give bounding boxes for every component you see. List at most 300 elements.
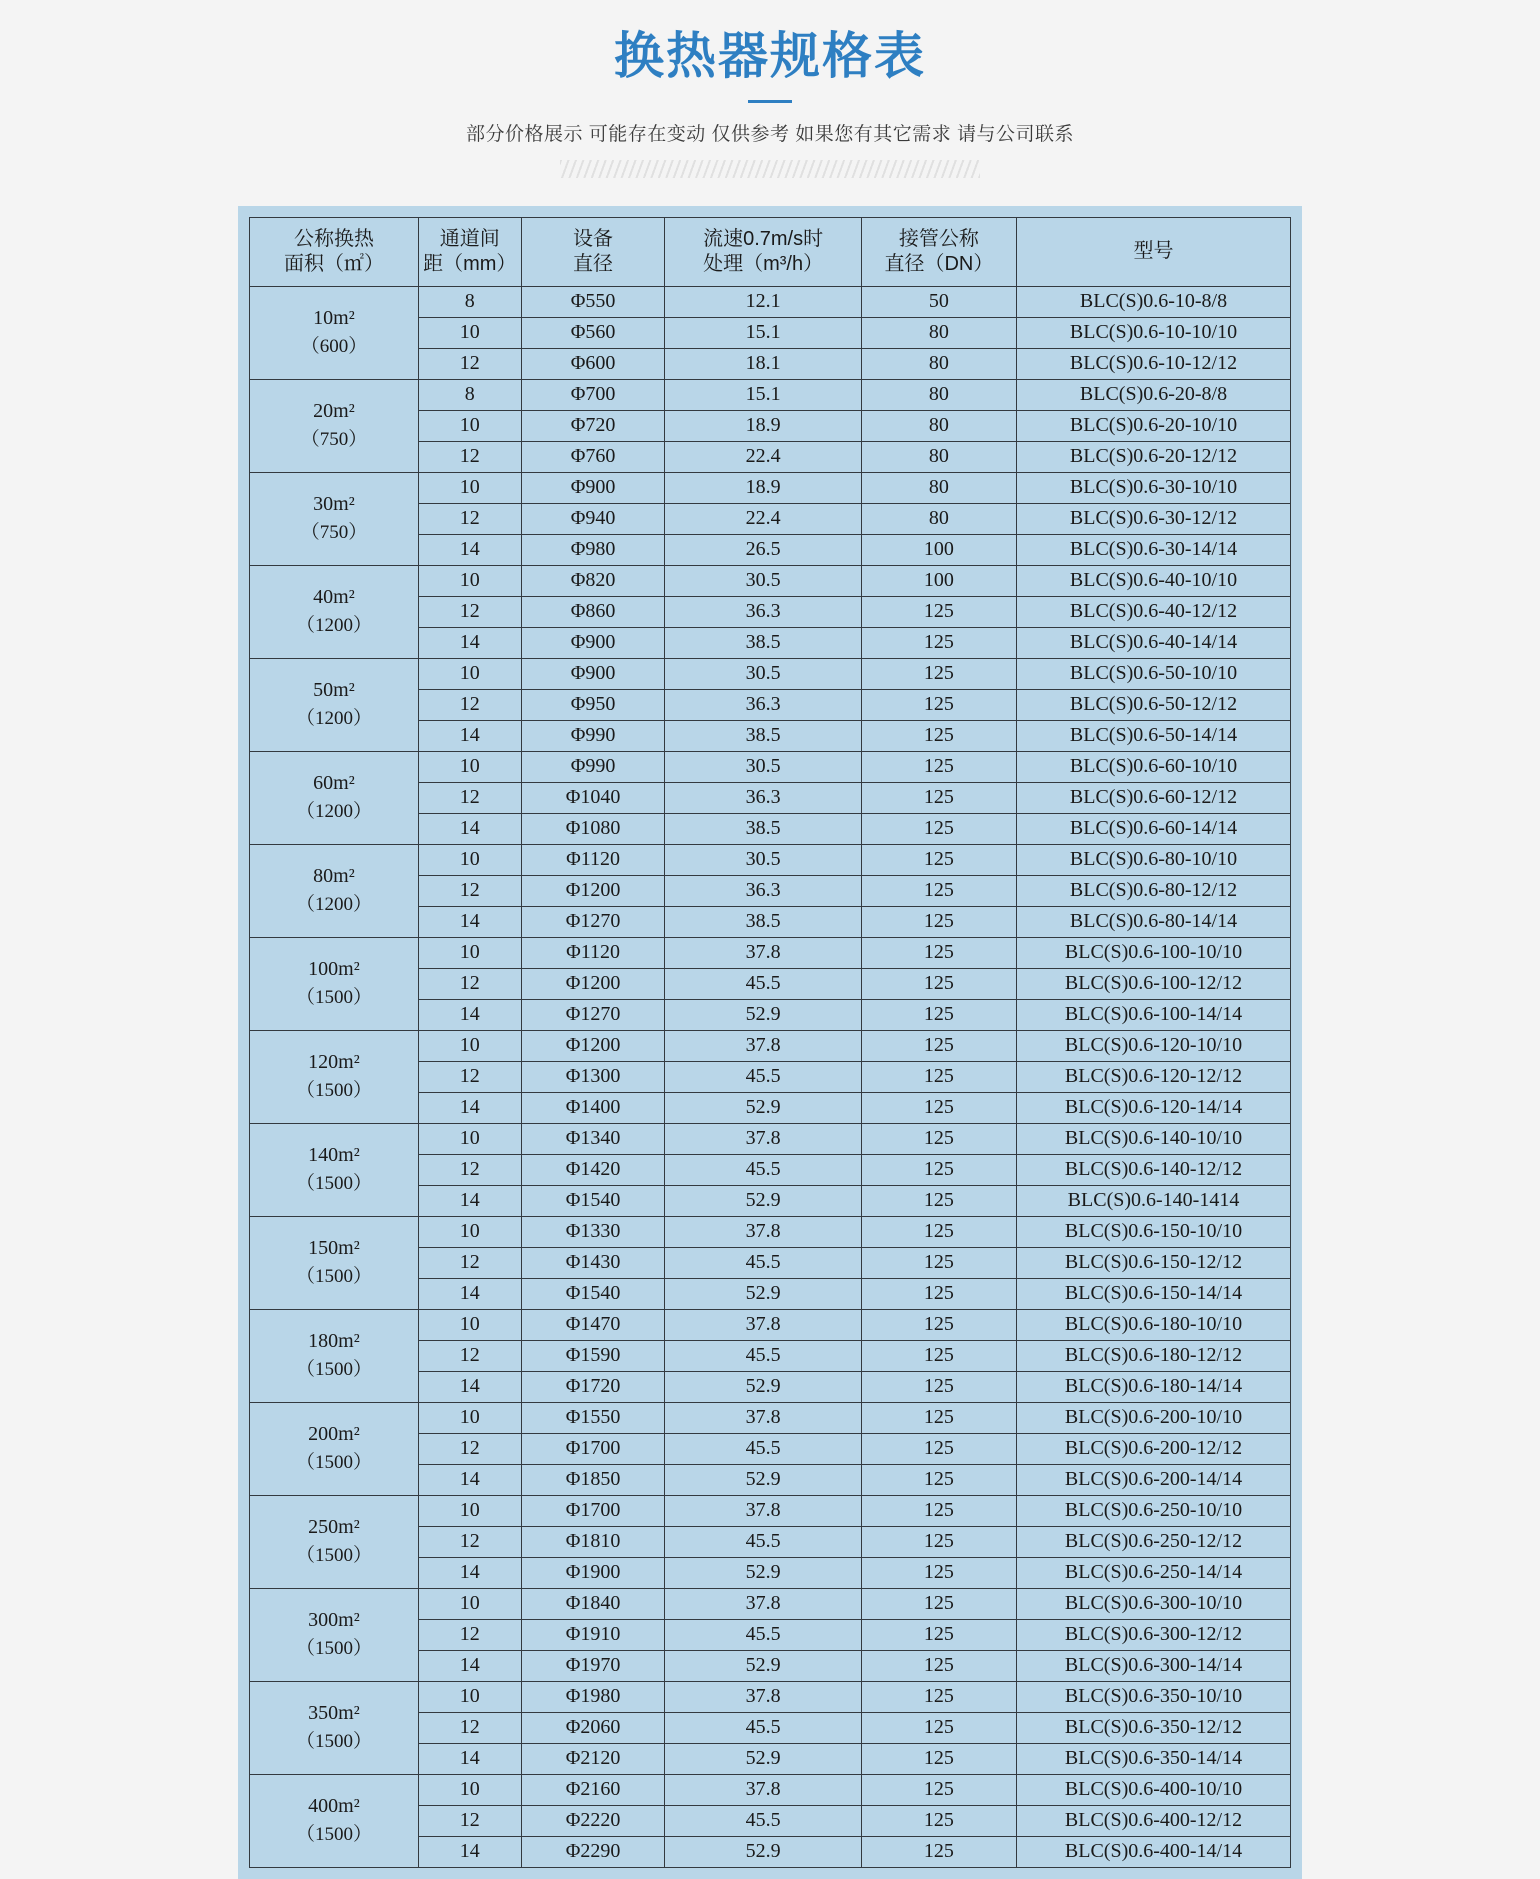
- cell-channel-gap: 10: [418, 1495, 521, 1526]
- column-header-nozzle-dn-line2: 直径（DN）: [884, 252, 994, 275]
- cell-model: BLC(S)0.6-30-14/14: [1017, 534, 1291, 565]
- table-row: [250, 751, 1291, 782]
- table-row: [250, 1123, 1291, 1154]
- cell-channel-gap: 14: [418, 534, 521, 565]
- cell-model: BLC(S)0.6-100-14/14: [1017, 999, 1291, 1030]
- cell-nozzle-dn: 125: [861, 1216, 1016, 1247]
- cell-diameter: Φ1200: [521, 875, 665, 906]
- cell-channel-gap: 12: [418, 596, 521, 627]
- cell-diameter: Φ550: [521, 286, 665, 317]
- table-header-row: [250, 217, 1291, 286]
- cell-nozzle-dn: 80: [861, 379, 1016, 410]
- cell-diameter: Φ760: [521, 441, 665, 472]
- cell-nozzle-dn: 125: [861, 1774, 1016, 1805]
- cell-flow: 22.4: [665, 441, 861, 472]
- spec-table-body: [250, 286, 1291, 1867]
- cell-nozzle-dn: 125: [861, 1247, 1016, 1278]
- cell-nozzle-dn: 125: [861, 875, 1016, 906]
- cell-diameter: Φ1080: [521, 813, 665, 844]
- table-row: [250, 937, 1291, 968]
- cell-channel-gap: 10: [418, 472, 521, 503]
- cell-diameter: Φ900: [521, 472, 665, 503]
- cell-channel-gap: 10: [418, 658, 521, 689]
- spec-table-container: [238, 206, 1302, 1879]
- cell-nozzle-dn: 125: [861, 1309, 1016, 1340]
- cell-model: BLC(S)0.6-250-12/12: [1017, 1526, 1291, 1557]
- cell-model: BLC(S)0.6-10-10/10: [1017, 317, 1291, 348]
- cell-model: BLC(S)0.6-40-12/12: [1017, 596, 1291, 627]
- cell-area-value: 20m²: [313, 400, 355, 423]
- cell-area-plate-size: （600）: [300, 336, 368, 358]
- column-header-flow-line2: 处理（m³/h）: [703, 252, 824, 275]
- cell-channel-gap: 14: [418, 1743, 521, 1774]
- cell-channel-gap: 10: [418, 844, 521, 875]
- cell-channel-gap: 10: [418, 1309, 521, 1340]
- cell-channel-gap: 12: [418, 1805, 521, 1836]
- cell-channel-gap: 12: [418, 875, 521, 906]
- cell-diameter: Φ2120: [521, 1743, 665, 1774]
- cell-flow: 52.9: [665, 1464, 861, 1495]
- cell-area-plate-size: （1200）: [295, 615, 372, 637]
- cell-flow: 52.9: [665, 1650, 861, 1681]
- cell-diameter: Φ700: [521, 379, 665, 410]
- cell-area-plate-size: （1500）: [295, 1266, 372, 1288]
- cell-nozzle-dn: 125: [861, 1278, 1016, 1309]
- cell-nozzle-dn: 125: [861, 1681, 1016, 1712]
- table-row: [250, 1309, 1291, 1340]
- cell-diameter: Φ720: [521, 410, 665, 441]
- cell-diameter: Φ1700: [521, 1495, 665, 1526]
- cell-flow: 30.5: [665, 658, 861, 689]
- cell-diameter: Φ1850: [521, 1464, 665, 1495]
- cell-model: BLC(S)0.6-200-10/10: [1017, 1402, 1291, 1433]
- cell-area-plate-size: （1500）: [295, 1173, 372, 1195]
- cell-nozzle-dn: 125: [861, 1402, 1016, 1433]
- cell-diameter: Φ2220: [521, 1805, 665, 1836]
- cell-nozzle-dn: 125: [861, 1712, 1016, 1743]
- cell-diameter: Φ1120: [521, 844, 665, 875]
- cell-diameter: Φ1910: [521, 1619, 665, 1650]
- table-row: [250, 1216, 1291, 1247]
- cell-area: [250, 286, 419, 379]
- cell-nozzle-dn: 125: [861, 844, 1016, 875]
- cell-area-plate-size: （1500）: [295, 1638, 372, 1660]
- column-header-nozzle-dn-line1: 接管公称: [898, 227, 979, 250]
- cell-diameter: Φ1980: [521, 1681, 665, 1712]
- cell-flow: 52.9: [665, 1371, 861, 1402]
- cell-area-value: 350m²: [308, 1702, 360, 1725]
- cell-channel-gap: 10: [418, 1774, 521, 1805]
- cell-model: BLC(S)0.6-200-14/14: [1017, 1464, 1291, 1495]
- cell-channel-gap: 12: [418, 968, 521, 999]
- cell-diameter: Φ1540: [521, 1185, 665, 1216]
- cell-flow: 45.5: [665, 1526, 861, 1557]
- table-row: [250, 1030, 1291, 1061]
- table-row: [250, 472, 1291, 503]
- cell-nozzle-dn: 125: [861, 751, 1016, 782]
- cell-diameter: Φ980: [521, 534, 665, 565]
- column-header-channel-gap: [418, 217, 521, 286]
- cell-channel-gap: 12: [418, 1061, 521, 1092]
- cell-area-value: 60m²: [313, 772, 355, 795]
- cell-channel-gap: 10: [418, 565, 521, 596]
- cell-area: [250, 1774, 419, 1867]
- cell-channel-gap: 14: [418, 1371, 521, 1402]
- cell-area: [250, 1588, 419, 1681]
- column-header-nozzle-dn: [861, 217, 1016, 286]
- column-header-flow-line1: 流速0.7m/s时: [703, 227, 824, 250]
- cell-area-plate-size: （750）: [300, 522, 368, 544]
- cell-flow: 38.5: [665, 720, 861, 751]
- cell-model: BLC(S)0.6-100-10/10: [1017, 937, 1291, 968]
- cell-model: BLC(S)0.6-400-14/14: [1017, 1836, 1291, 1867]
- cell-diameter: Φ1400: [521, 1092, 665, 1123]
- cell-model: BLC(S)0.6-140-10/10: [1017, 1123, 1291, 1154]
- cell-area: [250, 1681, 419, 1774]
- cell-model: BLC(S)0.6-120-12/12: [1017, 1061, 1291, 1092]
- cell-flow: 52.9: [665, 1743, 861, 1774]
- cell-flow: 37.8: [665, 1495, 861, 1526]
- cell-diameter: Φ600: [521, 348, 665, 379]
- spec-table-header: [250, 217, 1291, 286]
- cell-nozzle-dn: 125: [861, 1340, 1016, 1371]
- cell-nozzle-dn: 80: [861, 441, 1016, 472]
- cell-model: BLC(S)0.6-80-10/10: [1017, 844, 1291, 875]
- cell-diameter: Φ1970: [521, 1650, 665, 1681]
- cell-flow: 30.5: [665, 565, 861, 596]
- cell-nozzle-dn: 125: [861, 937, 1016, 968]
- cell-diameter: Φ900: [521, 658, 665, 689]
- cell-model: BLC(S)0.6-120-10/10: [1017, 1030, 1291, 1061]
- cell-diameter: Φ1810: [521, 1526, 665, 1557]
- cell-diameter: Φ1900: [521, 1557, 665, 1588]
- cell-area: [250, 565, 419, 658]
- cell-area-value: 140m²: [308, 1144, 360, 1167]
- cell-model: BLC(S)0.6-30-12/12: [1017, 503, 1291, 534]
- cell-nozzle-dn: 80: [861, 317, 1016, 348]
- page-title: 换热器规格表: [614, 28, 926, 84]
- cell-flow: 52.9: [665, 1557, 861, 1588]
- cell-flow: 37.8: [665, 1402, 861, 1433]
- cell-area: [250, 1309, 419, 1402]
- cell-area-value: 50m²: [313, 679, 355, 702]
- cell-channel-gap: 10: [418, 410, 521, 441]
- cell-model: BLC(S)0.6-40-10/10: [1017, 565, 1291, 596]
- cell-diameter: Φ1120: [521, 937, 665, 968]
- cell-channel-gap: 12: [418, 1247, 521, 1278]
- cell-channel-gap: 12: [418, 1712, 521, 1743]
- cell-flow: 45.5: [665, 1712, 861, 1743]
- cell-channel-gap: 14: [418, 1557, 521, 1588]
- cell-diameter: Φ990: [521, 751, 665, 782]
- cell-diameter: Φ1590: [521, 1340, 665, 1371]
- cell-nozzle-dn: 50: [861, 286, 1016, 317]
- cell-diameter: Φ1270: [521, 906, 665, 937]
- cell-diameter: Φ1470: [521, 1309, 665, 1340]
- cell-channel-gap: 12: [418, 503, 521, 534]
- cell-model: BLC(S)0.6-100-12/12: [1017, 968, 1291, 999]
- cell-channel-gap: 12: [418, 1619, 521, 1650]
- cell-channel-gap: 12: [418, 1340, 521, 1371]
- cell-diameter: Φ990: [521, 720, 665, 751]
- cell-model: BLC(S)0.6-250-14/14: [1017, 1557, 1291, 1588]
- cell-model: BLC(S)0.6-60-10/10: [1017, 751, 1291, 782]
- cell-nozzle-dn: 125: [861, 1650, 1016, 1681]
- cell-diameter: Φ1340: [521, 1123, 665, 1154]
- cell-nozzle-dn: 125: [861, 1619, 1016, 1650]
- column-header-diameter: [521, 217, 665, 286]
- cell-model: BLC(S)0.6-200-12/12: [1017, 1433, 1291, 1464]
- cell-area-value: 30m²: [313, 493, 355, 516]
- cell-area: [250, 1123, 419, 1216]
- cell-area-plate-size: （1500）: [295, 1824, 372, 1846]
- table-row: [250, 1495, 1291, 1526]
- spec-table: [249, 217, 1291, 1868]
- cell-diameter: Φ2160: [521, 1774, 665, 1805]
- cell-flow: 18.9: [665, 472, 861, 503]
- cell-diameter: Φ1840: [521, 1588, 665, 1619]
- cell-model: BLC(S)0.6-10-8/8: [1017, 286, 1291, 317]
- cell-area: [250, 1030, 419, 1123]
- column-header-model-label: 型号: [1133, 240, 1174, 262]
- cell-area: [250, 937, 419, 1030]
- cell-nozzle-dn: 125: [861, 658, 1016, 689]
- cell-model: BLC(S)0.6-140-1414: [1017, 1185, 1291, 1216]
- cell-nozzle-dn: 125: [861, 999, 1016, 1030]
- title-underline-divider: [748, 100, 792, 103]
- cell-nozzle-dn: 125: [861, 627, 1016, 658]
- cell-area-plate-size: （1500）: [295, 1452, 372, 1474]
- cell-channel-gap: 10: [418, 1681, 521, 1712]
- cell-area: [250, 1402, 419, 1495]
- cell-diameter: Φ1200: [521, 1030, 665, 1061]
- cell-channel-gap: 12: [418, 348, 521, 379]
- cell-nozzle-dn: 125: [861, 906, 1016, 937]
- cell-model: BLC(S)0.6-350-14/14: [1017, 1743, 1291, 1774]
- column-header-model: [1017, 217, 1291, 286]
- cell-model: BLC(S)0.6-60-14/14: [1017, 813, 1291, 844]
- cell-flow: 37.8: [665, 1774, 861, 1805]
- cell-channel-gap: 10: [418, 751, 521, 782]
- cell-channel-gap: 14: [418, 906, 521, 937]
- cell-channel-gap: 10: [418, 1216, 521, 1247]
- cell-model: BLC(S)0.6-180-14/14: [1017, 1371, 1291, 1402]
- cell-nozzle-dn: 125: [861, 1836, 1016, 1867]
- cell-diameter: Φ560: [521, 317, 665, 348]
- cell-flow: 18.9: [665, 410, 861, 441]
- cell-area-value: 10m²: [313, 307, 355, 330]
- cell-flow: 36.3: [665, 782, 861, 813]
- cell-model: BLC(S)0.6-50-12/12: [1017, 689, 1291, 720]
- cell-model: BLC(S)0.6-350-12/12: [1017, 1712, 1291, 1743]
- cell-flow: 38.5: [665, 906, 861, 937]
- cell-diameter: Φ1200: [521, 968, 665, 999]
- cell-diameter: Φ2060: [521, 1712, 665, 1743]
- cell-channel-gap: 14: [418, 627, 521, 658]
- cell-nozzle-dn: 80: [861, 503, 1016, 534]
- cell-flow: 36.3: [665, 689, 861, 720]
- cell-flow: 52.9: [665, 1092, 861, 1123]
- cell-model: BLC(S)0.6-180-10/10: [1017, 1309, 1291, 1340]
- cell-model: BLC(S)0.6-80-14/14: [1017, 906, 1291, 937]
- cell-nozzle-dn: 125: [861, 1433, 1016, 1464]
- cell-nozzle-dn: 125: [861, 1805, 1016, 1836]
- decorative-hatch-band: [560, 160, 980, 178]
- cell-model: BLC(S)0.6-180-12/12: [1017, 1340, 1291, 1371]
- cell-diameter: Φ2290: [521, 1836, 665, 1867]
- column-header-area: [250, 217, 419, 286]
- cell-area: [250, 1495, 419, 1588]
- cell-channel-gap: 14: [418, 720, 521, 751]
- cell-area-value: 400m²: [308, 1795, 360, 1818]
- cell-area: [250, 472, 419, 565]
- cell-diameter: Φ860: [521, 596, 665, 627]
- cell-area-value: 180m²: [308, 1330, 360, 1353]
- column-header-diameter-line2: 直径: [573, 252, 614, 275]
- cell-flow: 37.8: [665, 937, 861, 968]
- cell-nozzle-dn: 125: [861, 1123, 1016, 1154]
- cell-diameter: Φ1270: [521, 999, 665, 1030]
- cell-nozzle-dn: 125: [861, 1495, 1016, 1526]
- cell-model: BLC(S)0.6-20-8/8: [1017, 379, 1291, 410]
- cell-nozzle-dn: 80: [861, 472, 1016, 503]
- column-header-channel-gap-line1: 通道间: [439, 227, 500, 250]
- cell-diameter: Φ940: [521, 503, 665, 534]
- page-subtitle: 部分价格展示 可能存在变动 仅供参考 如果您有其它需求 请与公司联系: [465, 123, 1075, 145]
- cell-nozzle-dn: 125: [861, 1092, 1016, 1123]
- cell-nozzle-dn: 100: [861, 565, 1016, 596]
- cell-diameter: Φ1040: [521, 782, 665, 813]
- cell-channel-gap: 12: [418, 1526, 521, 1557]
- cell-area-value: 120m²: [308, 1051, 360, 1074]
- cell-nozzle-dn: 125: [861, 1154, 1016, 1185]
- cell-channel-gap: 14: [418, 1650, 521, 1681]
- cell-diameter: Φ1330: [521, 1216, 665, 1247]
- table-row: [250, 565, 1291, 596]
- cell-flow: 45.5: [665, 1433, 861, 1464]
- cell-channel-gap: 14: [418, 1464, 521, 1495]
- cell-area: [250, 379, 419, 472]
- cell-diameter: Φ1720: [521, 1371, 665, 1402]
- cell-model: BLC(S)0.6-250-10/10: [1017, 1495, 1291, 1526]
- cell-diameter: Φ1430: [521, 1247, 665, 1278]
- cell-diameter: Φ900: [521, 627, 665, 658]
- cell-channel-gap: 14: [418, 1278, 521, 1309]
- cell-flow: 30.5: [665, 751, 861, 782]
- cell-flow: 37.8: [665, 1123, 861, 1154]
- cell-channel-gap: 12: [418, 782, 521, 813]
- table-row: [250, 1774, 1291, 1805]
- cell-area-value: 300m²: [308, 1609, 360, 1632]
- cell-model: BLC(S)0.6-300-10/10: [1017, 1588, 1291, 1619]
- cell-nozzle-dn: 125: [861, 1061, 1016, 1092]
- table-row: [250, 1402, 1291, 1433]
- cell-nozzle-dn: 125: [861, 1557, 1016, 1588]
- cell-diameter: Φ1300: [521, 1061, 665, 1092]
- cell-model: BLC(S)0.6-20-10/10: [1017, 410, 1291, 441]
- cell-diameter: Φ950: [521, 689, 665, 720]
- cell-area: [250, 1216, 419, 1309]
- cell-model: BLC(S)0.6-10-12/12: [1017, 348, 1291, 379]
- cell-area-value: 40m²: [313, 586, 355, 609]
- cell-area-plate-size: （1500）: [295, 1080, 372, 1102]
- cell-diameter: Φ1420: [521, 1154, 665, 1185]
- cell-model: BLC(S)0.6-60-12/12: [1017, 782, 1291, 813]
- cell-flow: 30.5: [665, 844, 861, 875]
- cell-area-plate-size: （1500）: [295, 1731, 372, 1753]
- cell-model: BLC(S)0.6-400-10/10: [1017, 1774, 1291, 1805]
- cell-nozzle-dn: 125: [861, 1743, 1016, 1774]
- table-row: [250, 379, 1291, 410]
- cell-flow: 45.5: [665, 1619, 861, 1650]
- cell-nozzle-dn: 125: [861, 1030, 1016, 1061]
- column-header-area-line2: 面积（㎡）: [283, 252, 384, 275]
- cell-model: BLC(S)0.6-150-12/12: [1017, 1247, 1291, 1278]
- cell-nozzle-dn: 125: [861, 813, 1016, 844]
- cell-area-value: 150m²: [308, 1237, 360, 1260]
- cell-model: BLC(S)0.6-30-10/10: [1017, 472, 1291, 503]
- cell-model: BLC(S)0.6-20-12/12: [1017, 441, 1291, 472]
- cell-diameter: Φ820: [521, 565, 665, 596]
- cell-area-plate-size: （1500）: [295, 1359, 372, 1381]
- cell-flow: 15.1: [665, 379, 861, 410]
- cell-flow: 45.5: [665, 1061, 861, 1092]
- cell-area-value: 80m²: [313, 865, 355, 888]
- cell-flow: 52.9: [665, 1836, 861, 1867]
- cell-channel-gap: 10: [418, 937, 521, 968]
- cell-model: BLC(S)0.6-140-12/12: [1017, 1154, 1291, 1185]
- table-row: [250, 844, 1291, 875]
- cell-channel-gap: 12: [418, 689, 521, 720]
- cell-model: BLC(S)0.6-150-10/10: [1017, 1216, 1291, 1247]
- cell-diameter: Φ1540: [521, 1278, 665, 1309]
- cell-channel-gap: 10: [418, 1402, 521, 1433]
- cell-model: BLC(S)0.6-300-14/14: [1017, 1650, 1291, 1681]
- cell-flow: 45.5: [665, 968, 861, 999]
- cell-channel-gap: 8: [418, 379, 521, 410]
- cell-area: [250, 751, 419, 844]
- cell-channel-gap: 14: [418, 1185, 521, 1216]
- cell-model: BLC(S)0.6-150-14/14: [1017, 1278, 1291, 1309]
- cell-nozzle-dn: 125: [861, 720, 1016, 751]
- table-row: [250, 286, 1291, 317]
- table-row: [250, 1588, 1291, 1619]
- cell-flow: 37.8: [665, 1588, 861, 1619]
- cell-area-plate-size: （1200）: [295, 708, 372, 730]
- cell-nozzle-dn: 125: [861, 1526, 1016, 1557]
- cell-area: [250, 658, 419, 751]
- cell-area-value: 250m²: [308, 1516, 360, 1539]
- cell-area-plate-size: （1500）: [295, 1545, 372, 1567]
- cell-flow: 22.4: [665, 503, 861, 534]
- cell-nozzle-dn: 80: [861, 348, 1016, 379]
- cell-nozzle-dn: 125: [861, 782, 1016, 813]
- cell-channel-gap: 14: [418, 1092, 521, 1123]
- cell-channel-gap: 8: [418, 286, 521, 317]
- cell-flow: 45.5: [665, 1340, 861, 1371]
- cell-channel-gap: 12: [418, 1154, 521, 1185]
- cell-area-plate-size: （750）: [300, 429, 368, 451]
- cell-flow: 45.5: [665, 1805, 861, 1836]
- cell-nozzle-dn: 125: [861, 689, 1016, 720]
- cell-flow: 38.5: [665, 813, 861, 844]
- column-header-channel-gap-line2: 距（mm）: [423, 252, 517, 275]
- table-row: [250, 658, 1291, 689]
- cell-channel-gap: 14: [418, 1836, 521, 1867]
- cell-flow: 26.5: [665, 534, 861, 565]
- cell-nozzle-dn: 125: [861, 1371, 1016, 1402]
- cell-flow: 15.1: [665, 317, 861, 348]
